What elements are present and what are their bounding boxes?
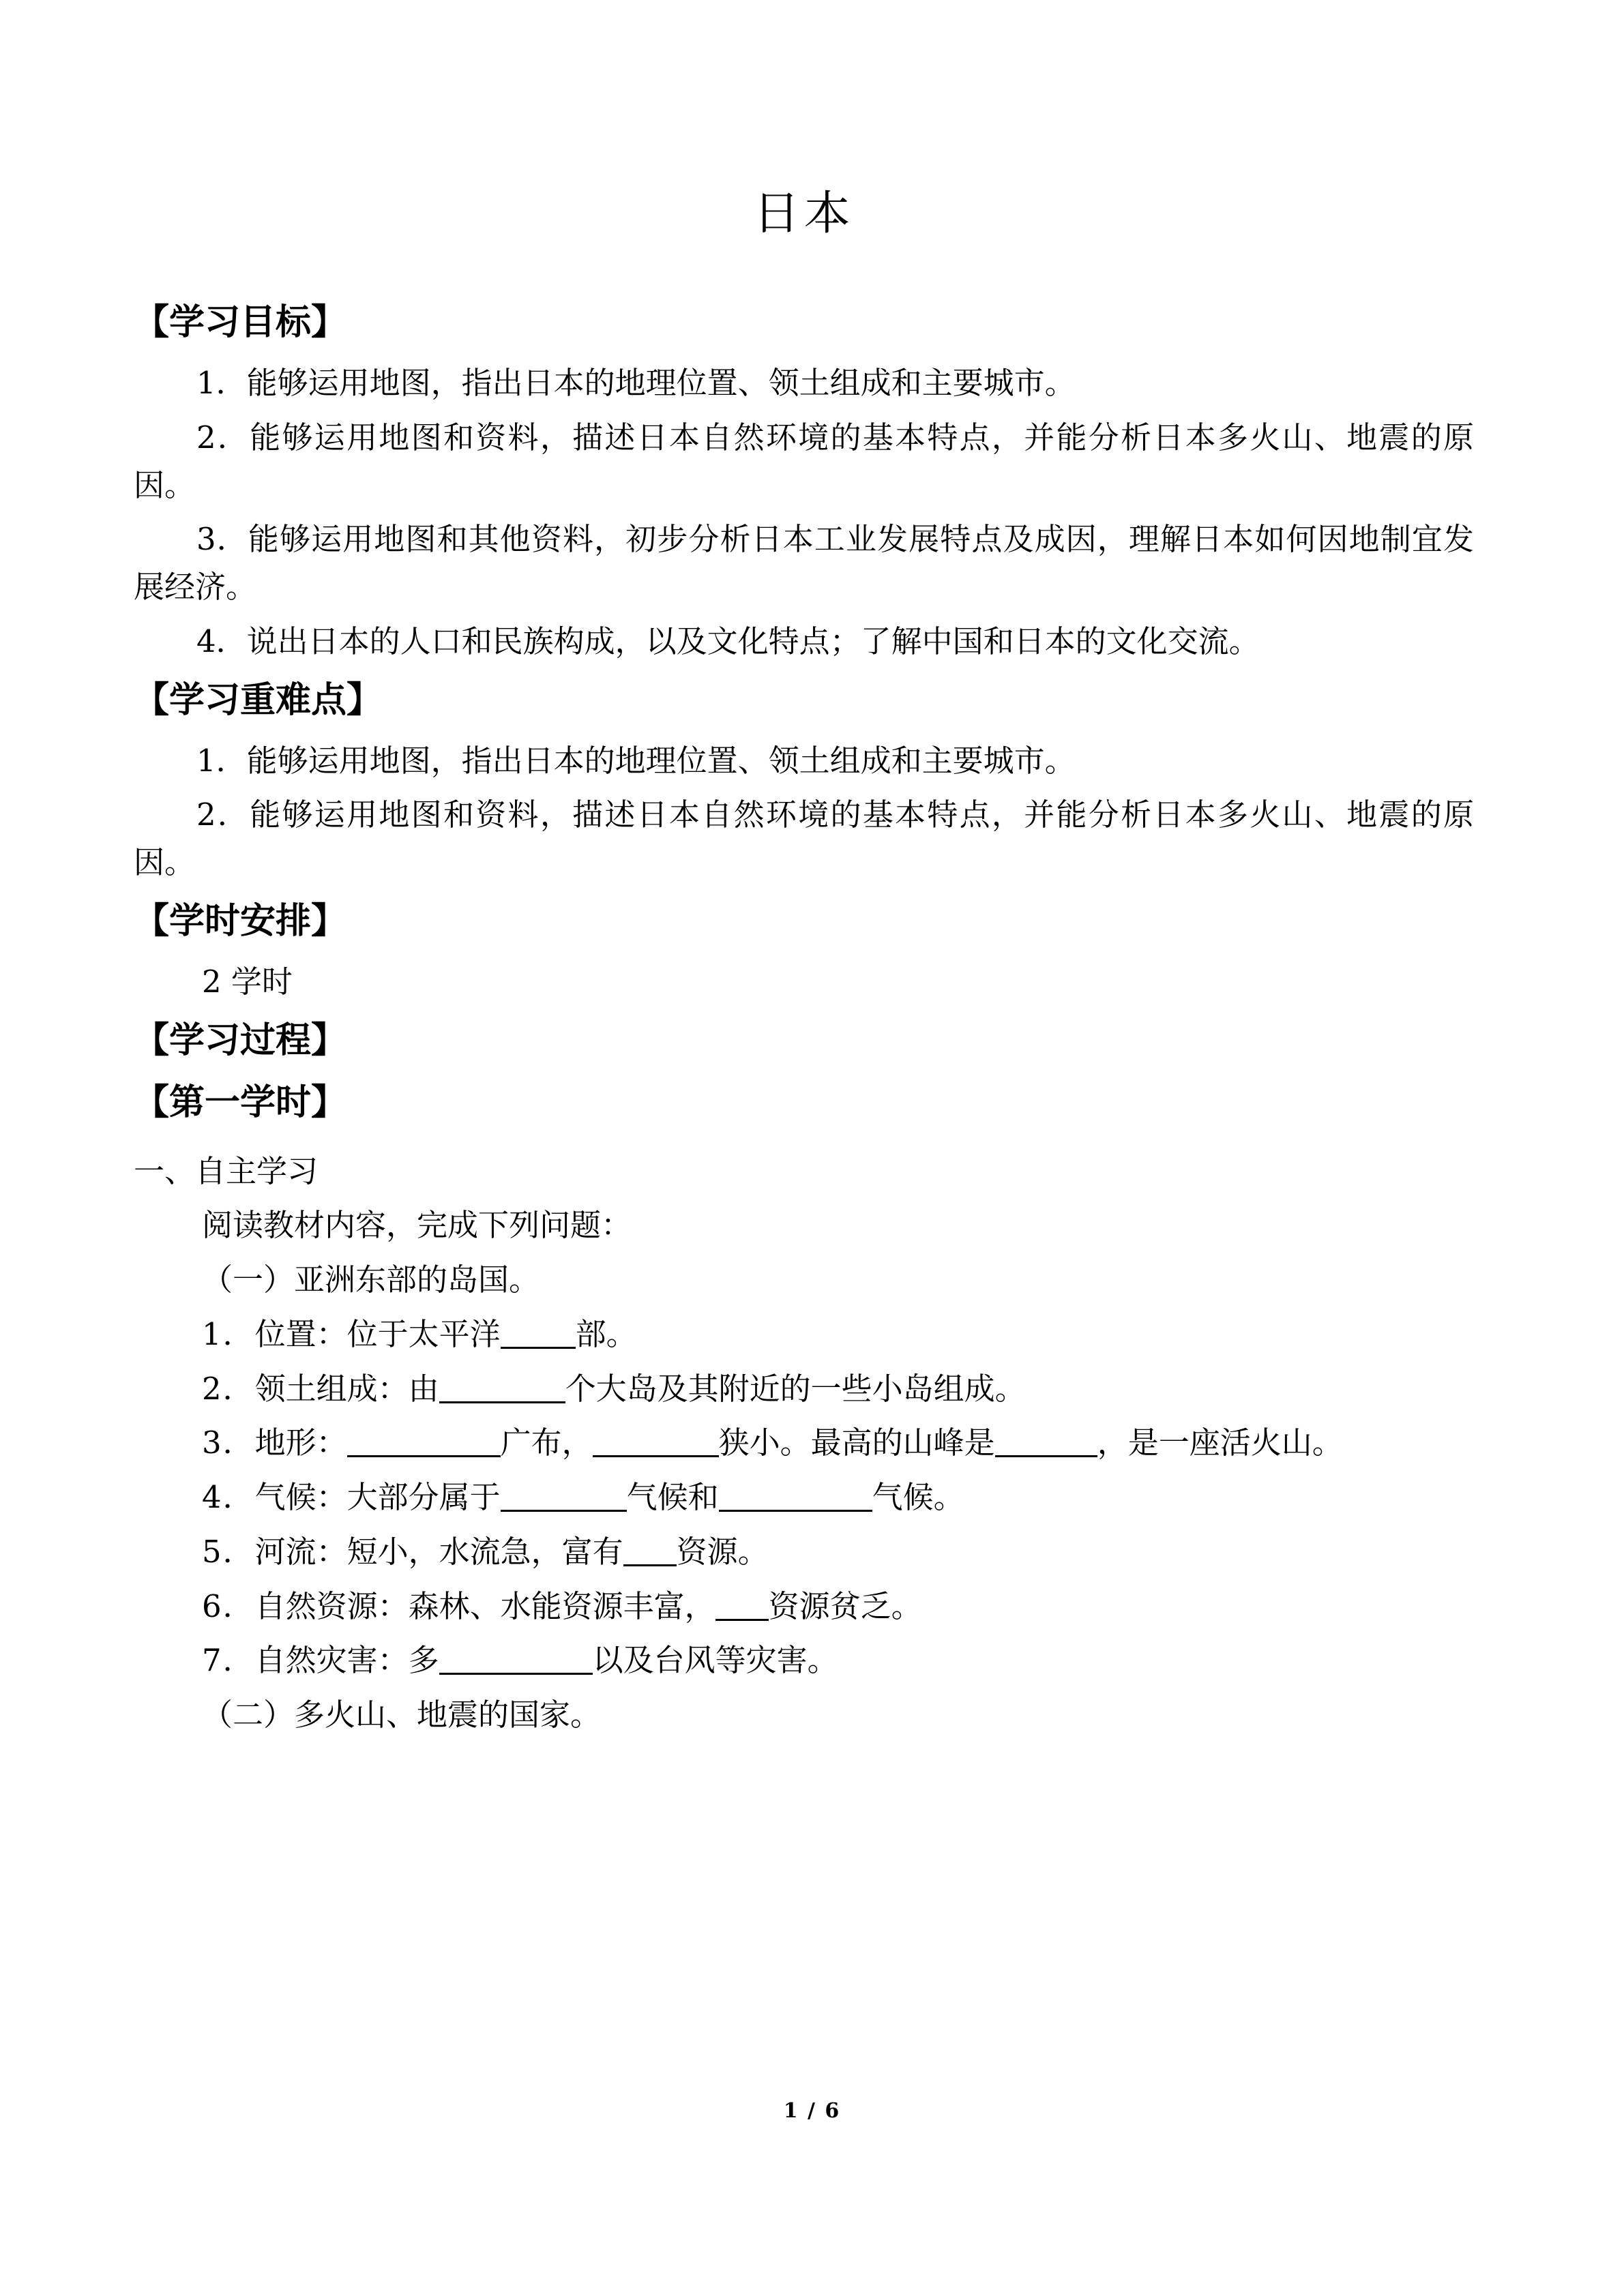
question-line [134, 1474, 1474, 1521]
question-number: 1． [202, 1315, 255, 1352]
question-text: 以及台风等灾害。 [592, 1642, 838, 1679]
instruction-text: 阅读教材内容，完成下列问题： [202, 1207, 632, 1244]
group-two-label: （二）多火山、地震的国家。 [202, 1697, 602, 1733]
key-point-item-1: 1．能够运用地图，指出日本的地理位置、领土组成和主要城市。 [196, 742, 1076, 779]
question-line [134, 1419, 1474, 1467]
question-text: 资源贫乏。 [768, 1587, 922, 1624]
question-text: 部。 [575, 1315, 637, 1352]
question-line [134, 1365, 1474, 1413]
fill-in-blank[interactable] [501, 1487, 627, 1512]
question-line [134, 1637, 1474, 1684]
question-list [134, 1311, 1474, 1684]
group-one-label: （一）亚洲东部的岛国。 [202, 1262, 540, 1298]
question-number: 5． [202, 1533, 255, 1570]
question-text: 气候：大部分属于 [254, 1479, 501, 1515]
question-text: 气候。 [872, 1479, 964, 1515]
question-text: 广布， [500, 1425, 593, 1461]
question-number: 7． [202, 1642, 255, 1679]
objective-item-3: 3．能够运用地图和其他资料，初步分析日本工业发展特点及成因，理解日本如何因地制宜发展经济。 [134, 521, 1474, 605]
question-text: 领土组成：由 [254, 1370, 439, 1407]
section-heading-objectives: 【学习目标】 [134, 301, 347, 343]
question-line [134, 1311, 1474, 1358]
question-text: 位置：位于太平洋 [254, 1315, 501, 1352]
question-text: 自然资源：森林、水能资源丰富， [254, 1587, 715, 1624]
question-text: 狭小。最高的山峰是 [718, 1425, 995, 1461]
fill-in-blank[interactable] [715, 1596, 769, 1621]
question-text: 气候和 [626, 1479, 719, 1515]
page-content [134, 0, 1474, 1739]
fill-in-blank[interactable] [439, 1378, 565, 1403]
section-heading-period-one: 【第一学时】 [134, 1081, 347, 1123]
fill-in-blank[interactable] [623, 1541, 677, 1566]
question-text: 河流：短小，水流急，富有 [254, 1533, 623, 1570]
section-heading-process: 【学习过程】 [134, 1019, 347, 1061]
objective-item-2: 2．能够运用地图和资料，描述日本自然环境的基本特点，并能分析日本多火山、地震的原因。 [134, 419, 1474, 503]
fill-in-blank[interactable] [995, 1432, 1097, 1457]
section-heading-key-points: 【学习重难点】 [134, 679, 383, 721]
question-number: 3． [202, 1425, 255, 1461]
key-point-item-2: 2．能够运用地图和资料，描述日本自然环境的基本特点，并能分析日本多火山、地震的原因。 [134, 796, 1474, 880]
subheading-self-study: 一、自主学习 [134, 1152, 319, 1189]
question-number: 6． [202, 1587, 255, 1624]
schedule-value: 2 学时 [202, 963, 293, 1000]
fill-in-blank[interactable] [719, 1487, 872, 1512]
question-number: 4． [202, 1479, 255, 1515]
fill-in-blank[interactable] [593, 1432, 719, 1457]
section-heading-schedule: 【学时安排】 [134, 899, 347, 942]
page-title: 日本 [753, 187, 855, 241]
question-text: 地形： [254, 1425, 347, 1461]
objective-item-4: 4．说出日本的人口和民族构成，以及文化特点；了解中国和日本的文化交流。 [196, 623, 1260, 659]
question-text: 自然灾害：多 [254, 1642, 439, 1679]
question-line [134, 1583, 1474, 1630]
fill-in-blank[interactable] [439, 1650, 593, 1675]
fill-in-blank[interactable] [347, 1432, 501, 1457]
question-number: 2． [202, 1370, 255, 1407]
objective-item-1: 1．能够运用地图，指出日本的地理位置、领土组成和主要城市。 [196, 365, 1076, 401]
question-text: ，是一座活火山。 [1097, 1425, 1343, 1461]
fill-in-blank[interactable] [501, 1324, 576, 1349]
question-line [134, 1528, 1474, 1576]
question-text: 资源。 [676, 1533, 769, 1570]
page-footer: 1 / 6 [783, 2099, 841, 2123]
question-text: 个大岛及其附近的一些小岛组成。 [565, 1370, 1026, 1407]
